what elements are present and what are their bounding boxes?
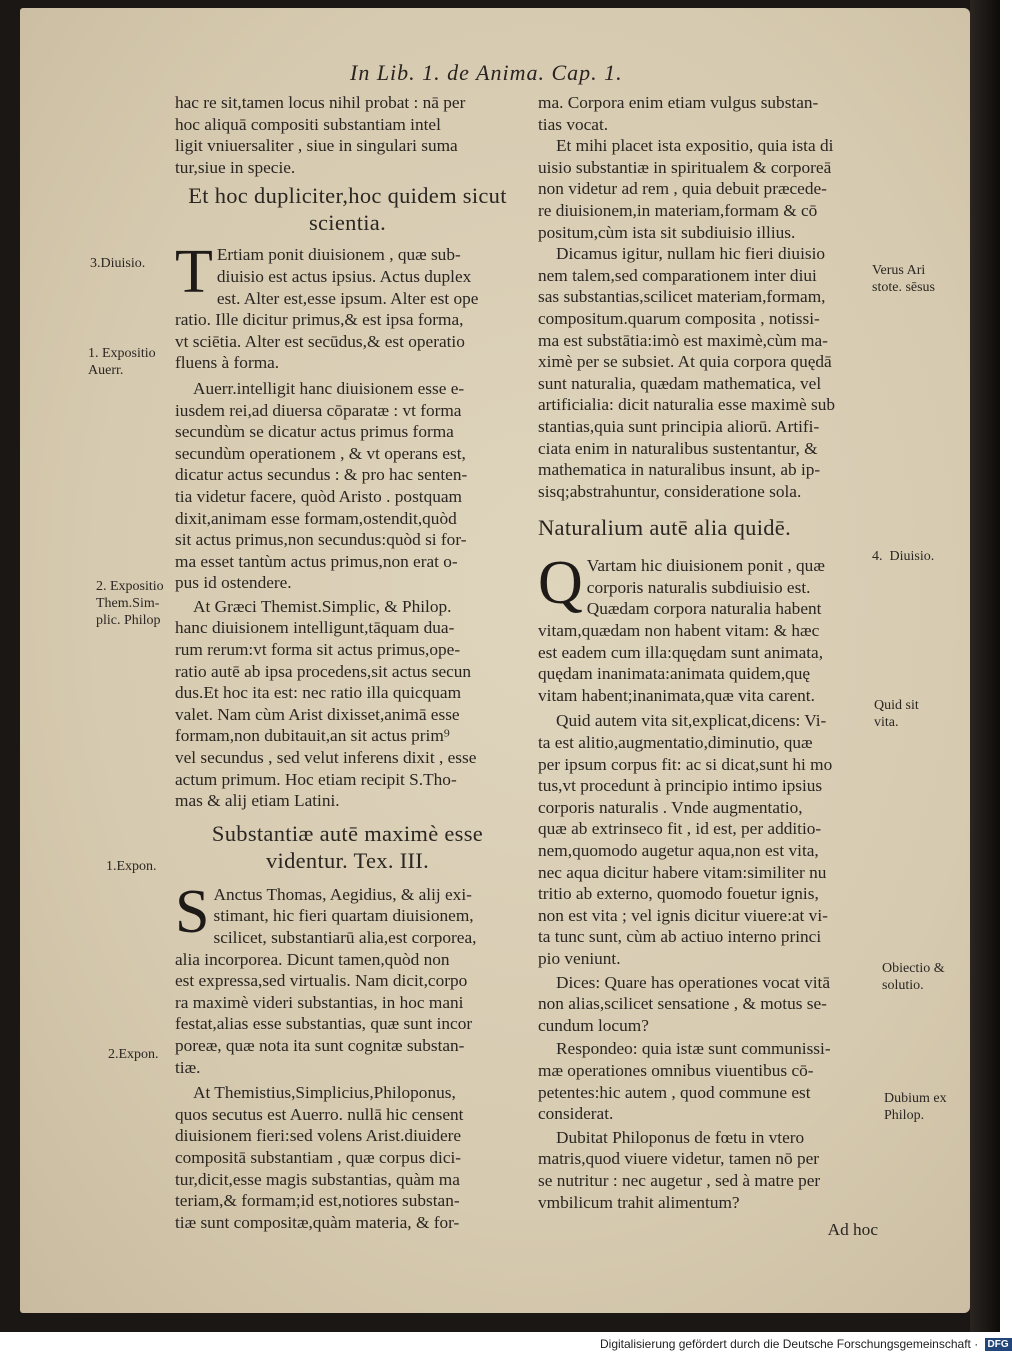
text-line: Quid autem vita sit,explicat,dicens: Vi- bbox=[556, 711, 827, 731]
text-line: quos secutus est Auerro. nullā hic censent bbox=[175, 1104, 464, 1124]
text-line: ta tunc sunt, cùm ab actiuo interno princi bbox=[538, 927, 822, 947]
text-line: tur,siue in specie. bbox=[175, 157, 296, 177]
text-line: corporis naturalis subdiuisio est. bbox=[586, 577, 811, 597]
text-line: cundum locum? bbox=[538, 1015, 649, 1035]
footer bbox=[600, 1337, 1012, 1351]
right-column bbox=[538, 92, 878, 1241]
text-line: vitam,quædam non habent vitam: & hæc bbox=[538, 621, 820, 641]
text-line: est eadem cum illa:quędam sunt animata, bbox=[538, 642, 824, 662]
text-line: diuisio est actus ipsius. Actus duplex bbox=[216, 266, 472, 286]
left-lines-e bbox=[175, 877, 520, 1078]
text-line: ma esset tantùm actus primus,non erat o- bbox=[175, 551, 458, 571]
text-line: vt sciētia. Alter est secūdus,& est operatio bbox=[175, 331, 465, 351]
margin-note-expositio-2: 2. Expositio Them.Sim- plic. Philop bbox=[96, 579, 164, 628]
text-line: ratio autē ab ipsa procedens,sit actus secun bbox=[175, 661, 472, 681]
margin-note-dubium: Dubium ex Philop. bbox=[884, 1091, 947, 1123]
left-paragraph-b bbox=[175, 238, 520, 374]
margin-note-objectio: Obiectio & solutio. bbox=[882, 961, 945, 993]
text-line: Dicamus igitur, nullam hic fieri diuisio bbox=[556, 244, 826, 264]
text-line: secundùm operationem , & vt operans est, bbox=[175, 443, 466, 463]
text-line: sas substantias,scilicet materiam,formam, bbox=[538, 287, 826, 307]
text-line: ximè per se subsiet. At quia corpora quędā bbox=[538, 352, 832, 372]
text-line: compositum.quarum composita , notissi- bbox=[538, 308, 820, 328]
text-line: Anctus Thomas, Aegidius, & alij exi- bbox=[213, 884, 472, 904]
right-heading-1: Naturalium autē alia quidē. bbox=[538, 515, 792, 541]
text-line: pus id ostendere. bbox=[175, 573, 292, 593]
text-line: compositā substantiam , quæ corpus dici- bbox=[175, 1147, 462, 1167]
text-line: quæ ab extrinseco fit , id est, per additio- bbox=[538, 819, 822, 839]
right-lines-c bbox=[538, 243, 878, 502]
left-lines-c bbox=[175, 378, 520, 594]
text-line: tritio ab externo, quomodo fouetur ignis, bbox=[538, 884, 819, 904]
text-line: stimant, hic fieri quartam diuisionem, bbox=[213, 906, 474, 926]
text-line: actum primum. Hoc etiam recipit S.Tho- bbox=[175, 769, 457, 789]
text-line: tus,vt procedunt à principio intimo ipsius bbox=[538, 776, 823, 796]
text-line: iusdem rei,ad diuersa cōparatæ : vt forma bbox=[175, 400, 462, 420]
text-line: hanc diuisionem intelligunt,tāquam dua- bbox=[175, 618, 455, 638]
text-line: tiæ. bbox=[175, 1057, 201, 1077]
right-lines-a bbox=[538, 92, 878, 135]
text-line: ra maximè videri substantias, in hoc mani bbox=[175, 992, 464, 1012]
text-line: non videtur ad rem , quia debuit præcede- bbox=[538, 179, 827, 199]
text-line: mathematica in naturalibus insunt, ab ip- bbox=[538, 460, 821, 480]
text-line: Vartam hic diuisionem ponit , quæ bbox=[586, 556, 825, 576]
drop-cap-s: S bbox=[175, 877, 210, 946]
text-line: nem talem,sed comparationem inter diui bbox=[538, 265, 817, 285]
text-line: hoc aliquā compositi substantiam intel bbox=[175, 114, 441, 134]
text-line: vitam habent;inanimata,quæ vita carent. bbox=[538, 685, 815, 705]
right-lines-e bbox=[538, 710, 878, 969]
text-line: Respondeo: quia istæ sunt communissi- bbox=[556, 1039, 831, 1059]
text-line: uisio substantiæ in spiritualem & corporeā bbox=[538, 157, 832, 177]
text-line: Quædam corpora naturalia habent bbox=[586, 599, 822, 619]
margin-note-verus: Verus Ari stote. sēsus bbox=[872, 263, 935, 295]
right-lines-f bbox=[538, 972, 878, 1037]
text-line: secundùm se dicatur actus primus forma bbox=[175, 422, 454, 442]
left-lines-a bbox=[175, 92, 520, 178]
text-line: ma est substātia:imò est maximè,cùm ma- bbox=[538, 330, 828, 350]
text-line: re diuisionem,in materiam,formam & cō bbox=[538, 200, 818, 220]
text-line: sit actus primus,non secundus:quòd si for- bbox=[175, 530, 467, 550]
text-line: est expressa,sed virtualis. Nam dicit,corpo bbox=[175, 971, 468, 991]
right-lines-g bbox=[538, 1038, 878, 1124]
dfg-logo: DFG bbox=[985, 1338, 1012, 1351]
text-line: vmbilicum trahit alimentum? bbox=[538, 1192, 740, 1212]
text-line: dixit,animam esse formam,ostendit,quòd bbox=[175, 508, 457, 528]
left-lines-d bbox=[175, 596, 520, 812]
text-line: nec aqua dicitur habere vitam:similiter nu bbox=[538, 862, 827, 882]
text-line: quędam inanimata:animata quidem,quę bbox=[538, 664, 811, 684]
text-line: mas & alij etiam Latini. bbox=[175, 791, 340, 811]
text-line: tias vocat. bbox=[538, 114, 609, 134]
text-line: festat,alias esse substantias, quæ sunt incor bbox=[175, 1014, 473, 1034]
text-line: sunt naturalia, quædam mathematica, vel bbox=[538, 373, 822, 393]
left-lines-f bbox=[175, 1082, 520, 1233]
text-line: teriam,& formam;id est,notiores substan- bbox=[175, 1191, 460, 1211]
text-line: vel secundus , sed velut inferens dixit , esse bbox=[175, 748, 477, 768]
text-line: tur,dicit,esse magis substantias, quàm ma bbox=[175, 1169, 460, 1189]
text-line: stantias,quia sunt principia aliorū. Artifi- bbox=[538, 416, 820, 436]
text-line: ratio. Ille dicitur primus,& est ipsa forma, bbox=[175, 310, 464, 330]
margin-note-divisio-3: 3.Diuisio. bbox=[90, 256, 146, 271]
text-line: scilicet, substantiarū alia,est corporea, bbox=[213, 928, 477, 947]
text-line: rum rerum:vt forma sit actus primus,ope- bbox=[175, 640, 461, 660]
book-gutter bbox=[970, 0, 1000, 1332]
text-line: se nutritur : nec augetur , sed à matre per bbox=[538, 1170, 821, 1190]
text-line: corporis naturalis . Vnde augmentatio, bbox=[538, 797, 803, 817]
text-line: valet. Nam cùm Arist dixisset,animā esse bbox=[175, 704, 460, 724]
text-line: Dubitat Philoponus de fœtu in vtero bbox=[556, 1127, 805, 1147]
text-line: considerat. bbox=[538, 1104, 614, 1124]
text-line: ta est alitio,augmentatio,diminutio, quæ bbox=[538, 733, 813, 753]
running-head: In Lib. 1. de Anima. Cap. 1. bbox=[350, 60, 623, 85]
margin-note-expon-1: 1.Expon. bbox=[106, 859, 157, 874]
text-line: positum,cùm ista sit subdiuisio illius. bbox=[538, 222, 796, 242]
text-line: ciata enim in naturalibus sustentantur, & bbox=[538, 438, 818, 458]
drop-cap-q: Q bbox=[538, 549, 583, 618]
text-line: Et mihi placet ista expositio, quia ista di bbox=[556, 136, 834, 156]
text-line: tiæ sunt compositæ,quàm materia, & for- bbox=[175, 1212, 460, 1232]
catchword: Ad hoc bbox=[827, 1220, 878, 1240]
text-line: artificialia: dicit naturalia esse maximè sub bbox=[538, 395, 836, 415]
text-line: Ertiam ponit diuisionem , quæ sub- bbox=[216, 245, 461, 265]
text-line: fluens à forma. bbox=[175, 353, 280, 373]
margin-note-quid-vita: Quid sit vita. bbox=[874, 698, 919, 730]
text-line: ligit vniuersaliter , siue in singulari suma bbox=[175, 136, 458, 156]
text-line: pio veniunt. bbox=[538, 948, 621, 968]
left-heading-1: Et hoc dupliciter,hoc quidem sicut scientia. bbox=[188, 183, 507, 236]
left-column bbox=[175, 92, 520, 1233]
text-line: non alias,scilicet sensatione , & motus se- bbox=[538, 994, 827, 1014]
right-paragraph-d bbox=[538, 549, 878, 706]
text-line: est. Alter est,esse ipsum. Alter est ope bbox=[216, 288, 479, 308]
text-line: Dices: Quare has operationes vocat vitā bbox=[556, 972, 830, 992]
footer-text: Digitalisierung gefördert durch die Deutsche Forschungsgemeinschaft · bbox=[600, 1337, 979, 1351]
text-line: non est vita ; vel ignis dicitur viuere:at vi- bbox=[538, 905, 828, 925]
margin-note-expon-2: 2.Expon. bbox=[108, 1047, 159, 1062]
right-lines-h bbox=[538, 1127, 878, 1213]
left-paragraph-e bbox=[175, 877, 520, 1078]
margin-note-expositio-1: 1. Expositio Auerr. bbox=[88, 346, 156, 378]
text-line: petentes:hic autem , quod commune est bbox=[538, 1082, 811, 1102]
left-lines-b bbox=[175, 238, 520, 374]
text-line: ma. Corpora enim etiam vulgus substan- bbox=[538, 93, 819, 112]
text-line: tia videtur facere, quòd Aristo . postquam bbox=[175, 486, 462, 506]
text-line: per ipsum corpus fit: ac si dicat,sunt hi mo bbox=[538, 754, 833, 774]
text-line: nem,quomodo augetur aqua,non est vita, bbox=[538, 841, 819, 860]
text-line: diuisionem fieri:sed volens Arist.diuidere bbox=[175, 1126, 462, 1146]
text-line: mæ operationes omnibus viuentibus cō- bbox=[538, 1060, 814, 1080]
text-line: poreæ, quæ nota ita sunt cognitæ substan- bbox=[175, 1035, 465, 1055]
text-line: dus.Et hoc ita est: nec ratio illa quicquam bbox=[175, 683, 462, 703]
text-line: formam,non dubitauit,an sit actus prim⁹ bbox=[175, 726, 450, 746]
left-heading-2: Substantiæ autē maximè esse videntur. Tex. III. bbox=[211, 820, 484, 873]
text-line: matris,quod viuere videtur, tamen nō per bbox=[538, 1149, 820, 1169]
right-lines-b bbox=[538, 135, 878, 243]
text-line: Auerr.intelligit hanc diuisionem esse e- bbox=[193, 378, 465, 398]
margin-note-divisio-4: 4. Diuisio. bbox=[872, 549, 935, 564]
text-line: dicatur actus secundus : & pro hac senten- bbox=[175, 465, 468, 485]
text-line: sisq;abstrahuntur, consideratione sola. bbox=[538, 481, 802, 501]
right-lines-d bbox=[538, 549, 878, 706]
text-line: hac re sit,tamen locus nihil probat : nā per bbox=[175, 93, 466, 112]
drop-cap-t: T bbox=[175, 238, 213, 307]
text-line: At Græci Themist.Simplic, & Philop. bbox=[193, 596, 452, 616]
text-line: alia incorporea. Dicunt tamen,quòd non bbox=[175, 949, 450, 969]
text-line: At Themistius,Simplicius,Philoponus, bbox=[193, 1083, 456, 1103]
